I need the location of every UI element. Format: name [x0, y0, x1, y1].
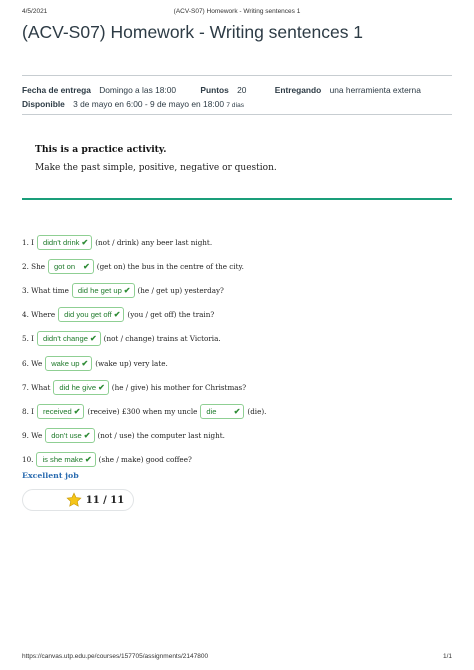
points-value: 20 [237, 85, 247, 95]
check-icon: ✔ [73, 406, 81, 416]
item-prefix: 4. Where [22, 310, 56, 320]
assignment-details [22, 83, 421, 113]
exercise-item-2 [22, 254, 266, 278]
item-prefix: 9. We [22, 431, 43, 441]
available-days: 7 días [226, 102, 245, 109]
exercise-item-6 [22, 351, 266, 375]
item-suffix: (she / make) good coffee? [98, 455, 192, 465]
item-suffix: (not / drink) any beer last night. [95, 237, 213, 247]
answer-field[interactable] [37, 404, 84, 419]
score-value: 11 / 11 [85, 494, 125, 506]
answer-text: didn't change [42, 334, 88, 344]
item-suffix: (wake up) very late. [95, 358, 168, 368]
exercise-item-4 [22, 303, 266, 327]
answer-text: received [42, 406, 72, 416]
available-label: Disponible [22, 99, 65, 109]
exercise-list [22, 230, 266, 472]
practice-instruction: Make the past simple, positive, negative or question. [35, 163, 277, 173]
check-icon: ✔ [98, 382, 105, 392]
divider-top [22, 75, 452, 76]
print-footer [22, 653, 452, 663]
answer-field[interactable] [48, 259, 94, 274]
section-divider [22, 198, 452, 200]
item-suffix: (you / get off) the train? [127, 310, 215, 320]
submitting-value: una herramienta externa [329, 85, 421, 95]
answer-text: is she make [42, 455, 83, 465]
item-prefix: 7. What [22, 382, 51, 392]
answer-text: did you get off [64, 310, 112, 320]
exercise-item-1 [22, 230, 266, 254]
answer-text: wake up [51, 358, 80, 368]
points-label: Puntos [200, 85, 229, 95]
print-page-title: (ACV-S07) Homework - Writing sentences 1 [173, 8, 301, 15]
print-date: 4/5/2021 [22, 8, 48, 15]
exercise-item-7 [22, 375, 266, 399]
check-icon: ✔ [81, 237, 89, 247]
answer-field[interactable] [72, 283, 135, 298]
answer-text: die [206, 406, 217, 416]
exercise-item-5 [22, 327, 266, 351]
item-prefix: 5. I [22, 334, 34, 344]
answer-text: did he get up [77, 285, 122, 295]
divider-details [22, 114, 452, 115]
feedback-text: Excellent job [22, 471, 79, 480]
item-prefix: 8. I [22, 406, 34, 416]
check-icon: ✔ [83, 431, 91, 441]
item-suffix: (receive) £300 when my uncle [87, 406, 198, 416]
submitting-label: Entregando [274, 85, 322, 95]
item-suffix: (get on) the bus in the centre of the city. [96, 261, 244, 271]
page-title: (ACV-S07) Homework - Writing sentences 1 [22, 22, 364, 42]
item-suffix: (not / use) the computer last night. [97, 431, 225, 441]
exercise-item-3 [22, 278, 266, 302]
item-prefix: 6. We [22, 358, 43, 368]
check-icon: ✔ [233, 406, 241, 416]
item-suffix: (he / get up) yesterday? [137, 285, 224, 295]
print-page-number: 1/1 [442, 653, 452, 660]
available-value: 3 de mayo en 6:00 - 9 de mayo en 18:00 [73, 99, 224, 109]
score-badge [22, 489, 134, 511]
answer-text: did he give [59, 382, 97, 392]
answer-field[interactable] [36, 452, 95, 467]
check-icon: ✔ [123, 285, 131, 295]
answer-field[interactable] [37, 331, 101, 346]
answer-text: got on [53, 261, 76, 271]
exercise-item-9 [22, 424, 266, 448]
check-icon: ✔ [113, 310, 121, 320]
item-suffix: (he / give) his mother for Christmas? [111, 382, 247, 392]
answer-text: didn't drink [42, 237, 80, 247]
item-prefix: 10. [22, 455, 34, 465]
star-icon [66, 492, 82, 508]
check-icon: ✔ [81, 358, 89, 368]
answer-field[interactable] [58, 307, 124, 322]
print-header [22, 8, 452, 18]
item-prefix: 1. I [22, 237, 34, 247]
check-icon: ✔ [84, 455, 92, 465]
print-url: https://canvas.utp.edu.pe/courses/157705/assignments/2147800 [22, 653, 209, 660]
check-icon: ✔ [89, 334, 97, 344]
practice-title: This is a practice activity. [35, 144, 167, 155]
answer-field[interactable] [45, 356, 92, 371]
exercise-item-8 [22, 399, 266, 423]
check-icon: ✔ [83, 261, 90, 271]
item-prefix: 2. She [22, 261, 45, 271]
item-suffix-2: (die). [247, 406, 267, 416]
answer-field[interactable] [53, 380, 108, 395]
item-prefix: 3. What time [22, 285, 69, 295]
exercise-item-10 [22, 448, 266, 472]
due-label: Fecha de entrega [22, 85, 91, 95]
answer-field[interactable] [45, 428, 94, 443]
answer-field-2[interactable] [200, 404, 244, 419]
answer-text: don't use [51, 431, 82, 441]
item-suffix: (not / change) trains at Victoria. [103, 334, 221, 344]
due-value: Domingo a las 18:00 [99, 85, 177, 95]
answer-field[interactable] [37, 235, 92, 250]
practice-box [35, 144, 277, 173]
